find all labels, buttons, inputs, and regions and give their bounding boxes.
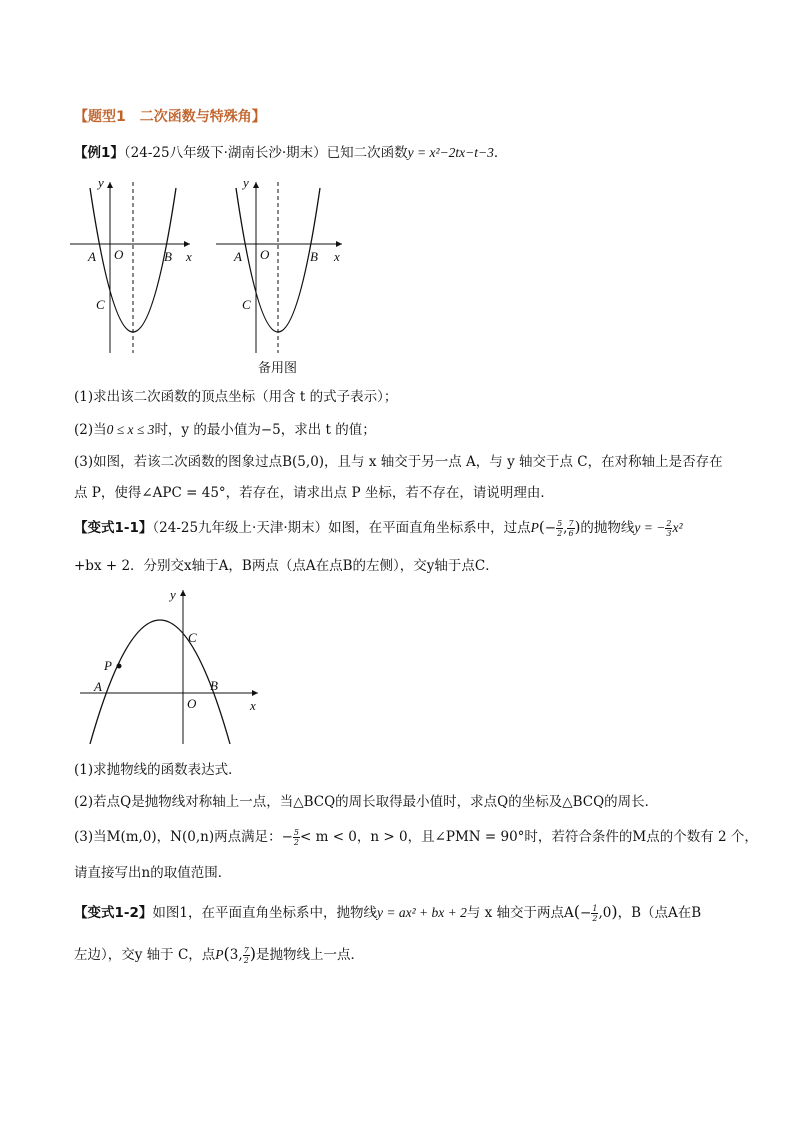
q3-fraction: $\frac{5}{2}$ (293, 828, 299, 847)
y-axis-label: y (243, 175, 249, 190)
point-a-label: A (94, 679, 102, 694)
example1-source: （24-25八年级下·湖南长沙·期末） (123, 145, 327, 161)
example1-q3-line2: 点 P，使得∠APC = 45°，若存在，请求出点 P 坐标，若不存在，请说明理由． (74, 485, 554, 501)
q2-range: 0 ≤ x ≤ 3 (106, 422, 155, 437)
p-y-fraction: $\frac{7}{6}$ (568, 519, 574, 538)
section-title: 【题型1 二次函数与特殊角】 (74, 109, 266, 125)
point-c-label: C (188, 630, 197, 645)
example1-q2: (2)当0 ≤ x ≤ 3时，y 的最小值为−5，求出 t 的值； (74, 422, 376, 438)
variant1-1-line2: +bx + 2．分别交x轴于A，B两点（点A在点B的左侧），交y轴于点C． (74, 558, 499, 574)
x-axis-label: x (250, 698, 256, 713)
point-p-dot (117, 664, 122, 669)
example1-backup-graph (216, 175, 342, 353)
point-p-label: P (104, 658, 112, 673)
point-c-label: C (96, 297, 105, 312)
coef-fraction: $\frac{2}{3}$ (666, 519, 672, 538)
variant1-1-tag: 【变式1-1】 (74, 520, 153, 536)
y-axis-label: y (170, 587, 176, 602)
point-a-label: A (234, 249, 242, 264)
variant1-2-line1: 【变式1-2】如图1，在平面直角坐标系中，抛物线y = ax² + bx + 2与 x 轴交于两点A(− $\frac{1}{2}$ ,0)，B（点A在B (74, 902, 702, 923)
parabola (90, 620, 230, 744)
variant1-1-q3-line2: 请直接写出n的取值范围． (74, 865, 232, 881)
point-b-label: B (310, 249, 318, 264)
example1-main-graph (70, 175, 192, 353)
point-c-label: C (242, 297, 251, 312)
variant1-1-figure (74, 582, 274, 750)
point-a-label: A (88, 249, 96, 264)
variant1-1-source: （24-25九年级上·天津·期末） (152, 520, 329, 536)
example1-heading (74, 143, 507, 163)
example1-figures (62, 168, 362, 383)
variant1-2-line2: 左边），交y 轴于 C，点P(3, $\frac{7}{2}$ )是抛物线上一点． (74, 944, 365, 965)
p-coord-fraction: $\frac{7}{2}$ (243, 946, 249, 965)
origin-label: O (114, 247, 124, 262)
a-coord-fraction: $\frac{1}{2}$ (592, 904, 598, 923)
point-b-label: B (164, 249, 172, 264)
variant1-1-heading: 【变式1-1】（24-25九年级上·天津·期末）如图，在平面直角坐标系中，过点P(− $\frac{5}{2}$ , $\frac{7}{6}$ )的抛物线y = − $\frac{2}{3}$ x² (74, 518, 683, 538)
x-axis-label: x (186, 249, 192, 264)
example1-period: ． (493, 145, 508, 161)
example1-stem: 已知二次函数 (326, 145, 408, 161)
point-b-label: B (210, 678, 218, 693)
example1-q1: (1)求出该二次函数的顶点坐标（用含 t 的式子表示）； (74, 389, 398, 405)
example1-equation: y = x²−2tx−t−3 (407, 145, 494, 160)
variant1-2-tag: 【变式1-2】 (74, 905, 153, 921)
y-axis-label: y (98, 175, 104, 190)
x-axis-label: x (334, 249, 340, 264)
variant1-1-q1: (1)求抛物线的函数表达式． (74, 762, 242, 778)
origin-label: O (187, 696, 197, 711)
p-x-fraction: $\frac{5}{2}$ (557, 519, 563, 538)
variant1-1-q2: (2)若点Q是抛物线对称轴上一点，当△BCQ的周长取得最小值时，求点Q的坐标及△BCQ的周长． (74, 794, 659, 810)
origin-label: O (260, 247, 270, 262)
example1-tag: 【例1】 (74, 145, 124, 161)
example1-q3-line1: (3)如图，若该二次函数的图象过点B(5,0)，且与 x 轴交于另一点 A，与 y 轴交于点 C，在对称轴上是否存在 (74, 454, 723, 470)
backup-caption: 备用图 (258, 361, 298, 376)
variant1-1-q3: (3)当M(m,0)，N(0,n)两点满足：− $\frac{5}{2}$ < m < 0，n > 0，且∠PMN = 90°时，若符合条件的M点的个数有 2 个， (74, 828, 758, 847)
